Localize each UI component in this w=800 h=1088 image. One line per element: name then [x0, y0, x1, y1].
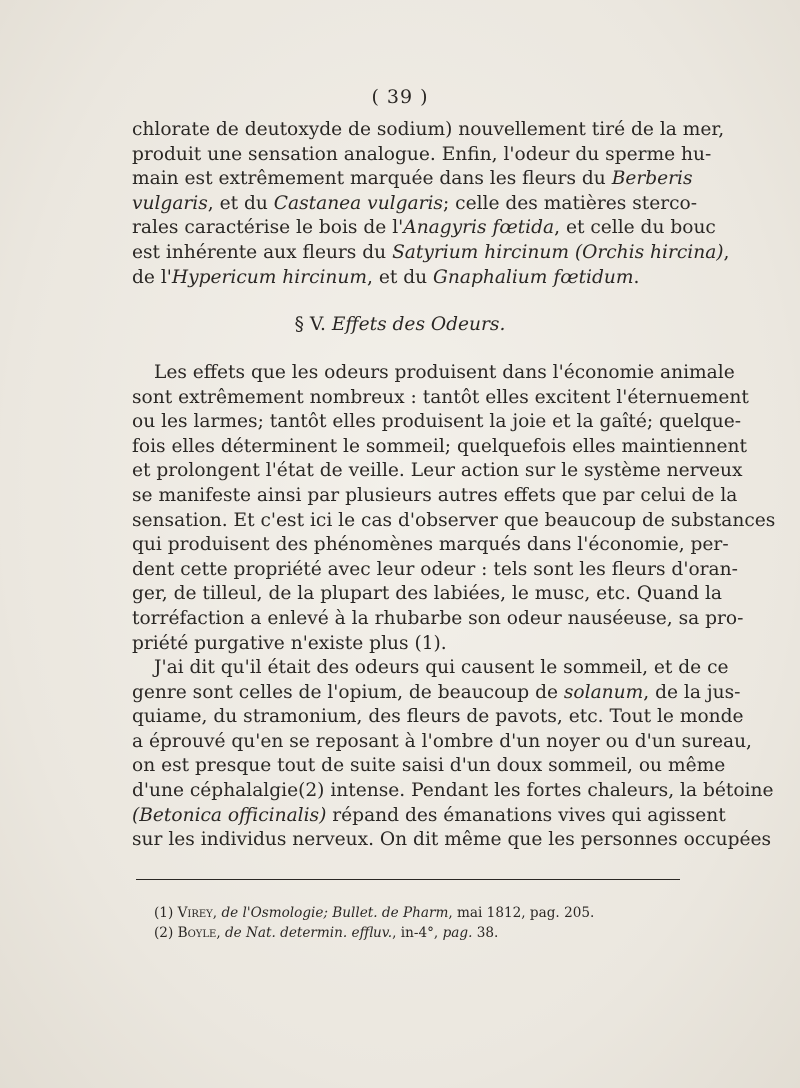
- text-line: (Betonica officinalis) répand des émanations vives qui agissent: [132, 804, 726, 826]
- text-line: de l'Hypericum hircinum, et du Gnaphalium fœtidum.: [132, 266, 640, 288]
- section-heading: § V. Effets des Odeurs.: [294, 314, 506, 335]
- text-line: torréfaction a enlevé à la rhubarbe son odeur nauséeuse, sa pro-: [132, 607, 744, 629]
- text-line: a éprouvé qu'en se reposant à l'ombre d'un noyer ou d'un sureau,: [132, 730, 752, 752]
- text-line: ger, de tilleul, de la plupart des labiées, le musc, etc. Quand la: [132, 583, 722, 605]
- footnote-1: (1) Virey, de l'Osmologie; Bullet. de Pharm, mai 1812, pag. 205.: [154, 905, 595, 921]
- page-number: ( 39 ): [371, 86, 429, 108]
- footnote-rule: [136, 879, 680, 880]
- footnotes: [154, 903, 674, 943]
- text-line: produit une sensation analogue. Enfin, l'odeur du sperme hu-: [132, 143, 712, 165]
- text-line: d'une céphalalgie(2) intense. Pendant les fortes chaleurs, la bétoine: [132, 779, 774, 801]
- footnote-2: (2) Boyle, de Nat. determin. effluv., in-4°, pag. 38.: [154, 925, 499, 941]
- text-line: et prolongent l'état de veille. Leur action sur le système nerveux: [132, 460, 743, 482]
- text-line: sont extrêmement nombreux : tantôt elles excitent l'éternuement: [132, 386, 749, 408]
- text-line: genre sont celles de l'opium, de beaucoup de solanum, de la jus-: [132, 681, 741, 703]
- text-line: se manifeste ainsi par plusieurs autres effets que par celui de la: [132, 484, 738, 506]
- text-line: main est extrêmement marquée dans les fleurs du Berberis: [132, 168, 693, 190]
- text-line: quiame, du stramonium, des fleurs de pavots, etc. Tout le monde: [132, 706, 744, 728]
- paragraph-sleep: [132, 656, 774, 853]
- text-line: on est presque tout de suite saisi d'un doux sommeil, ou même: [132, 755, 726, 777]
- text-line: est inhérente aux fleurs du Satyrium hircinum (Orchis hircina),: [132, 241, 730, 263]
- paragraph-continuation: [132, 118, 730, 290]
- text-line: J'ai dit qu'il était des odeurs qui causent le sommeil, et de ce: [154, 657, 729, 678]
- text-line: sur les individus nerveux. On dit même que les personnes occupées: [132, 829, 772, 851]
- text-line: qui produisent des phénomènes marqués dans l'économie, per-: [132, 534, 729, 556]
- text-line: chlorate de deutoxyde de sodium) nouvellement tiré de la mer,: [132, 119, 725, 140]
- text-line: ou les larmes; tantôt elles produisent la joie et la gaîté; quelque-: [132, 411, 742, 433]
- text-line: Les effets que les odeurs produisent dans l'économie animale: [154, 362, 735, 383]
- text-line: vulgaris, et du Castanea vulgaris; celle des matières sterco-: [132, 192, 698, 214]
- text-line: priété purgative n'existe plus (1).: [132, 632, 447, 654]
- text-line: dent cette propriété avec leur odeur : tels sont les fleurs d'oran-: [132, 558, 738, 580]
- text-line: fois elles déterminent le sommeil; quelquefois elles maintiennent: [132, 435, 747, 457]
- paragraph-effects: [132, 361, 776, 656]
- text-line: sensation. Et c'est ici le cas d'observer que beaucoup de substances: [132, 509, 776, 531]
- text-line: rales caractérise le bois de l'Anagyris fœtida, et celle du bouc: [132, 217, 716, 239]
